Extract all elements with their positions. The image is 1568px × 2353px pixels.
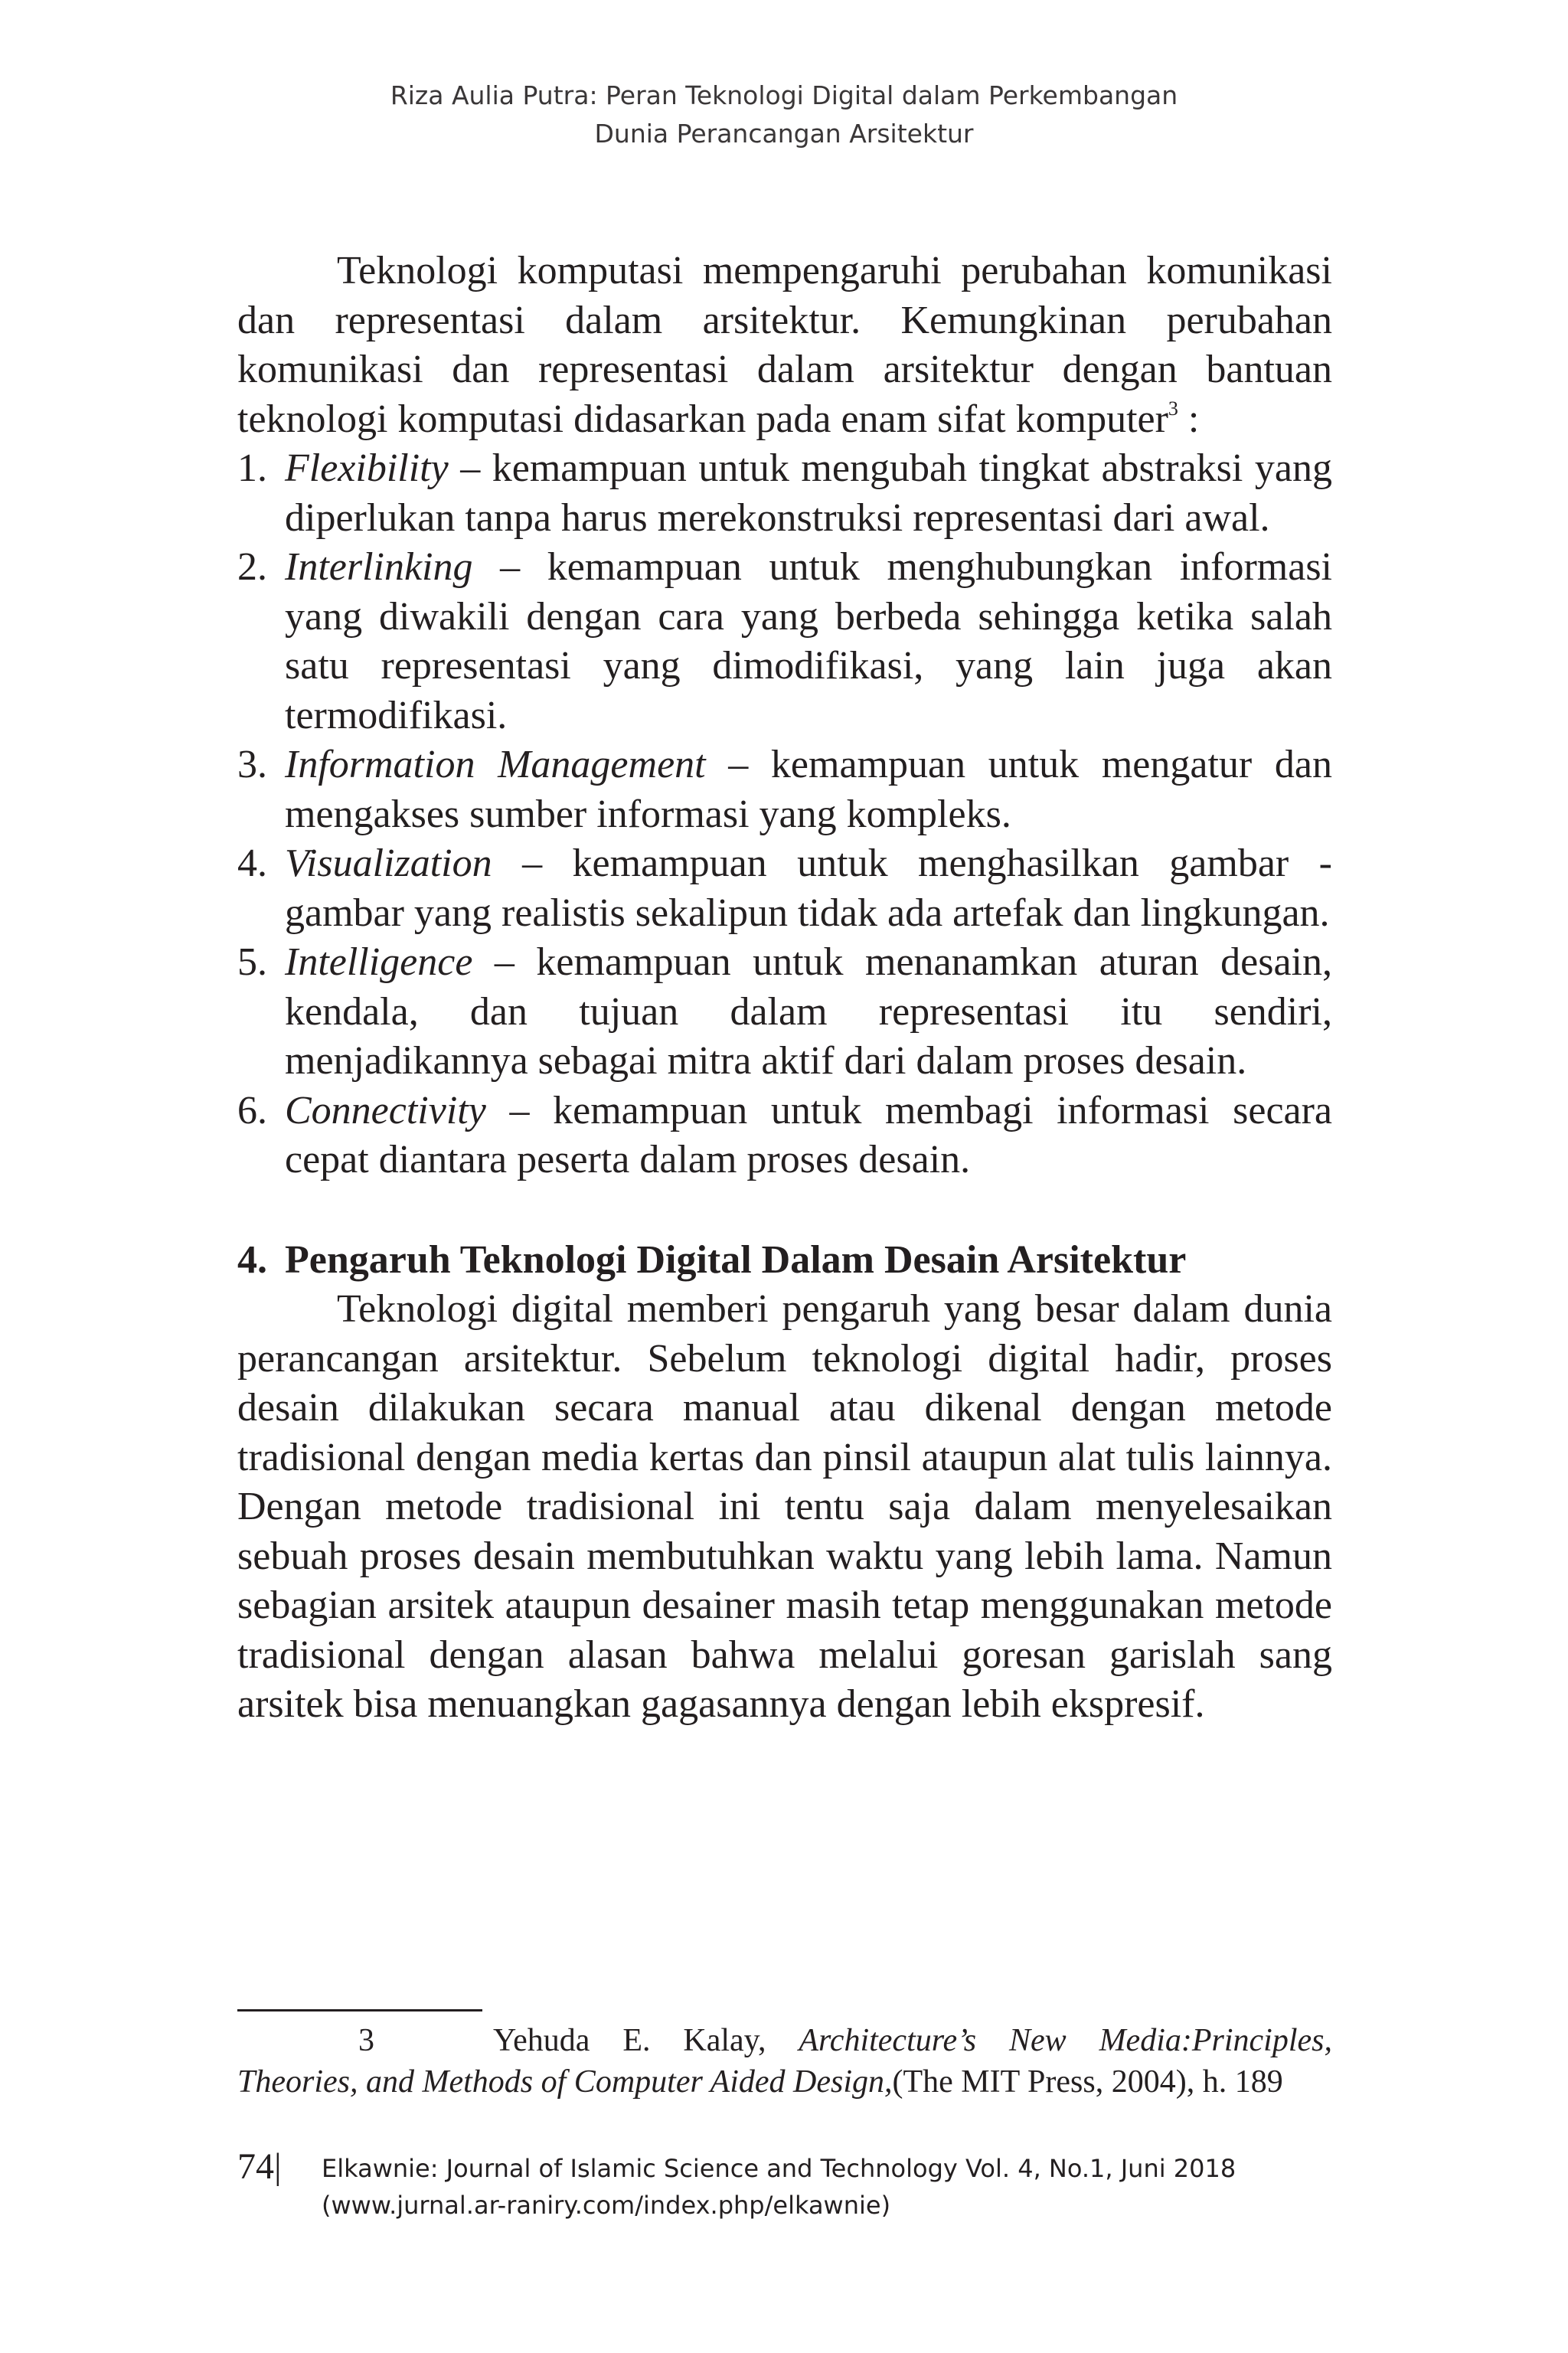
intro-text: Teknologi komputasi mempengaruhi perubahan komunikasi dan representasi dalam arsitektur. Kemungkinan perubahan komunikasi dan representasi dalam arsitektur dengan bantuan teknologi komputasi didasarkan pada enam sifat komputer bbox=[237, 249, 1332, 441]
footnote-publisher: (The MIT Press, 2004), h. 189 bbox=[892, 2064, 1283, 2100]
footnote-number: 3 bbox=[358, 2023, 374, 2058]
page-number bbox=[237, 2144, 282, 2190]
body-text bbox=[237, 247, 1332, 1730]
journal-url[interactable]: (www.jurnal.ar-raniry.com/index.php/elkawnie) bbox=[322, 2191, 891, 2220]
list-item-description: – kemampuan untuk menghasilkan gambar - gambar yang realistis sekalipun tidak ada artefak dan lingkungan. bbox=[285, 842, 1332, 935]
list-item-description: – kemampuan untuk membagi informasi secara cepat diantara peserta dalam proses desain. bbox=[285, 1088, 1332, 1181]
list-item-term: Information Management bbox=[285, 743, 706, 786]
page-number-separator: | bbox=[274, 2146, 282, 2187]
list-item-description: – kemampuan untuk mengatur dan mengakses sumber informasi yang kompleks. bbox=[285, 743, 1332, 836]
section-heading bbox=[237, 1236, 1332, 1286]
journal-citation: Elkawnie: Journal of Islamic Science and Technology Vol. 4, No.1, Juni 2018 bbox=[322, 2154, 1236, 2183]
list-item-number: 2. bbox=[237, 545, 267, 589]
section-title: Pengaruh Teknologi Digital Dalam Desain Arsitektur bbox=[285, 1237, 1187, 1282]
running-header-line-1: Riza Aulia Putra: Peran Teknologi Digital dalam Perkembangan bbox=[390, 80, 1178, 110]
list-item bbox=[237, 444, 1332, 543]
list-item-term: Visualization bbox=[285, 842, 492, 885]
list-item-number: 1. bbox=[237, 446, 267, 490]
list-item-number: 4. bbox=[237, 842, 267, 885]
list-item-number: 5. bbox=[237, 940, 267, 984]
list-item bbox=[237, 839, 1332, 938]
list-item-description: – kemampuan untuk mengubah tingkat abstraksi yang diperlukan tanpa harus merekonstruksi representasi dari awal. bbox=[285, 446, 1332, 540]
list-item-number: 3. bbox=[237, 743, 267, 786]
running-header bbox=[0, 77, 1568, 153]
list-item bbox=[237, 938, 1332, 1087]
journal-footer bbox=[322, 2150, 1236, 2224]
list-item-number: 6. bbox=[237, 1088, 267, 1132]
list-item-term: Connectivity bbox=[285, 1088, 486, 1132]
footnote bbox=[237, 2020, 1332, 2103]
list-item bbox=[237, 1087, 1332, 1185]
running-header-line-2: Dunia Perancangan Arsitektur bbox=[594, 119, 974, 149]
list-item-term: Intelligence bbox=[285, 940, 473, 984]
section-number: 4. bbox=[237, 1237, 267, 1282]
footnote-title: Architecture’s New Media:Principles, Theories, and Methods of Computer Aided Design, bbox=[237, 2023, 1332, 2100]
list-item bbox=[237, 543, 1332, 740]
footnote-author: Yehuda E. Kalay, bbox=[493, 2023, 799, 2058]
intro-paragraph bbox=[237, 247, 1332, 444]
page-number-value: 74 bbox=[237, 2146, 274, 2187]
list-item-description: – kemampuan untuk menanamkan aturan desain, kendala, dan tujuan dalam representasi itu sendiri, menjadikannya sebagai mitra aktif dari dalam proses desain. bbox=[285, 940, 1332, 1083]
list-item-term: Flexibility bbox=[285, 446, 449, 490]
list-item-term: Interlinking bbox=[285, 545, 473, 589]
intro-tail: : bbox=[1178, 397, 1200, 441]
list-item-description: – kemampuan untuk menghubungkan informasi yang diwakili dengan cara yang berbeda sehingga ketika salah satu representasi yang dimodifikasi, yang lain juga akan termodifikasi. bbox=[285, 545, 1332, 737]
footnote-reference[interactable]: 3 bbox=[1168, 397, 1178, 420]
list-item bbox=[237, 740, 1332, 839]
section-paragraph: Teknologi digital memberi pengaruh yang besar dalam dunia perancangan arsitektur. Sebelum teknologi digital hadir, proses desain dilakukan secara manual atau dikenal dengan metode tradisional dengan media kertas dan pinsil ataupun alat tulis lainnya. Dengan metode tradisional ini tentu saja dalam menyelesaikan sebuah proses desain membutuhkan waktu yang lebih lama. Namun sebagian arsitek ataupun desainer masih tetap menggunakan metode tradisional dengan alasan bahwa melalui goresan garislah sang arsitek bisa menuangkan gagasannya dengan lebih ekspresif. bbox=[237, 1287, 1332, 1726]
computer-properties-list bbox=[237, 444, 1332, 1185]
footnote-divider bbox=[237, 2009, 482, 2011]
